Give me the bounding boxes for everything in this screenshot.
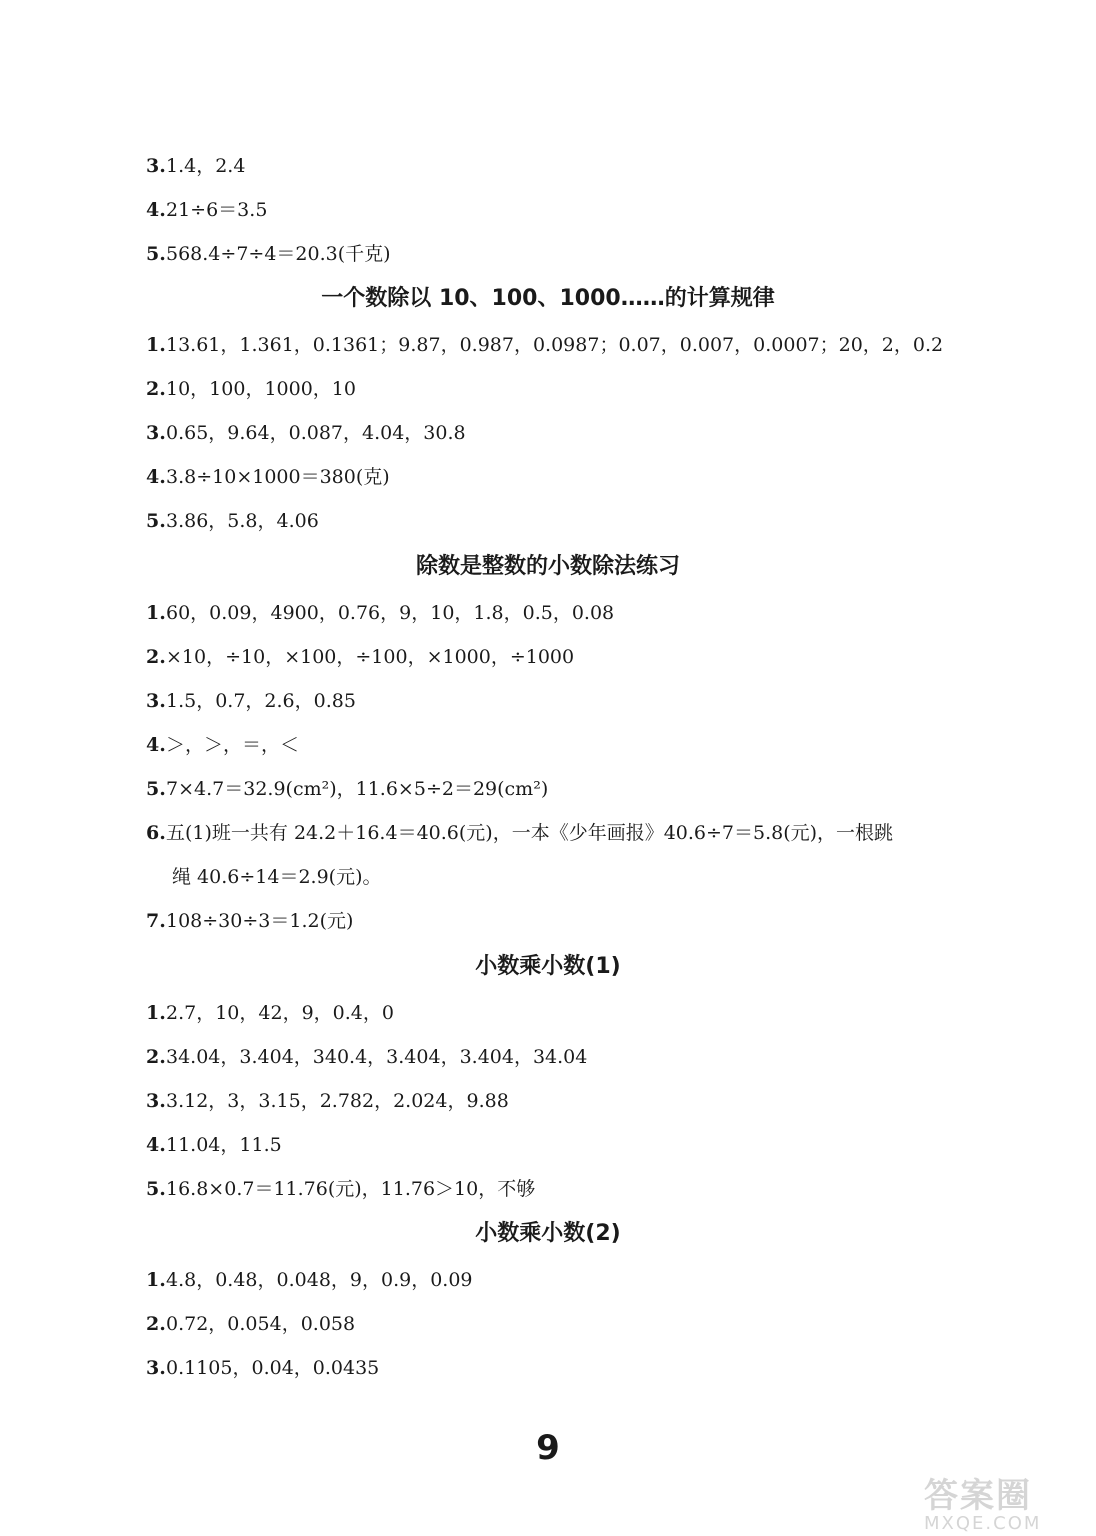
section-heading: 小数乘小数(1) xyxy=(475,954,621,979)
item-text: 108÷30÷3＝1.2(元) xyxy=(166,910,354,932)
item-number: 5. xyxy=(146,243,166,265)
list-item xyxy=(146,1133,282,1157)
list-item xyxy=(146,1312,355,1336)
item-number: 5. xyxy=(146,1178,166,1200)
item-text: 3.12，3，3.15，2.782，2.024，9.88 xyxy=(166,1090,509,1112)
item-number: 2. xyxy=(146,1313,166,1335)
item-number: 3. xyxy=(146,422,166,444)
item-text: 1.4，2.4 xyxy=(166,155,246,177)
item-number: 7. xyxy=(146,910,166,932)
list-item xyxy=(146,509,319,533)
list-item xyxy=(146,333,943,357)
item-number: 3. xyxy=(146,1090,166,1112)
section-heading: 小数乘小数(2) xyxy=(475,1221,621,1246)
item-text: 0.1105，0.04，0.0435 xyxy=(166,1357,380,1379)
list-item xyxy=(146,689,356,713)
list-item xyxy=(146,1177,535,1201)
list-item xyxy=(146,377,356,401)
item-text: 4.8，0.48，0.048，9，0.9，0.09 xyxy=(166,1269,473,1291)
item-number: 3. xyxy=(146,155,166,177)
item-text: 0.72，0.054，0.058 xyxy=(166,1313,356,1335)
item-text: 16.8×0.7＝11.76(元)，11.76＞10，不够 xyxy=(166,1178,536,1200)
item-text: 五(1)班一共有 24.2＋16.4＝40.6(元)，一本《少年画报》40.6÷7＝5.8(元)，一根跳 xyxy=(166,822,894,844)
list-item xyxy=(146,821,893,845)
item-number: 6. xyxy=(146,822,166,844)
list-item xyxy=(146,154,245,178)
list-item xyxy=(146,198,267,222)
item-text: ＞，＞，＝，＜ xyxy=(166,734,300,756)
item-number: 5. xyxy=(146,778,166,800)
item-number: 2. xyxy=(146,646,166,668)
list-item xyxy=(146,242,391,266)
item-text: 1.5，0.7，2.6，0.85 xyxy=(166,690,356,712)
item-text-continuation: 绳 40.6÷14＝2.9(元)。 xyxy=(172,866,382,888)
item-number: 4. xyxy=(146,199,166,221)
list-item xyxy=(146,1045,587,1069)
list-item xyxy=(146,909,353,933)
list-item xyxy=(146,645,574,669)
list-item xyxy=(146,601,614,625)
list-item xyxy=(146,733,299,757)
watermark-title: 答案圈 xyxy=(924,1476,1032,1516)
item-number: 1. xyxy=(146,602,166,624)
item-text: 10，100，1000，10 xyxy=(166,378,356,400)
item-number: 4. xyxy=(146,734,166,756)
item-text: 11.04，11.5 xyxy=(166,1134,282,1156)
list-item xyxy=(146,1089,509,1113)
item-text: ×10，÷10，×100，÷100，×1000，÷1000 xyxy=(166,646,575,668)
section-heading: 一个数除以 10、100、1000……的计算规律 xyxy=(321,286,775,311)
list-item xyxy=(146,777,548,801)
item-number: 1. xyxy=(146,334,166,356)
item-number: 2. xyxy=(146,378,166,400)
watermark-logo xyxy=(924,1468,1084,1534)
item-number: 3. xyxy=(146,690,166,712)
item-number: 4. xyxy=(146,1134,166,1156)
item-text: 2.7，10，42，9，0.4，0 xyxy=(166,1002,394,1024)
watermark-url: MXQE.COM xyxy=(924,1513,1042,1534)
item-text: 21÷6＝3.5 xyxy=(166,199,268,221)
item-number: 5. xyxy=(146,510,166,532)
item-number: 2. xyxy=(146,1046,166,1068)
item-text: 7×4.7＝32.9(cm²)，11.6×5÷2＝29(cm²) xyxy=(166,778,549,800)
item-text: 60，0.09，4900，0.76，9，10，1.8，0.5，0.08 xyxy=(166,602,615,624)
item-text: 568.4÷7÷4＝20.3(千克) xyxy=(166,243,391,265)
item-number: 1. xyxy=(146,1269,166,1291)
item-text: 3.8÷10×1000＝380(克) xyxy=(166,466,390,488)
item-number: 4. xyxy=(146,466,166,488)
list-item xyxy=(146,1356,379,1380)
item-number: 1. xyxy=(146,1002,166,1024)
list-item xyxy=(146,465,390,489)
page-number: 9 xyxy=(536,1428,560,1468)
item-number: 3. xyxy=(146,1357,166,1379)
item-text: 0.65，9.64，0.087，4.04，30.8 xyxy=(166,422,466,444)
list-item xyxy=(146,1001,394,1025)
list-item xyxy=(146,1268,473,1292)
list-item xyxy=(146,421,466,445)
item-text: 13.61，1.361，0.1361；9.87，0.987，0.0987；0.07，0.007，0.0007；20，2，0.2 xyxy=(166,334,944,356)
item-text: 34.04，3.404，340.4，3.404，3.404，34.04 xyxy=(166,1046,588,1068)
section-heading: 除数是整数的小数除法练习 xyxy=(415,554,680,579)
item-text: 3.86，5.8，4.06 xyxy=(166,510,319,532)
